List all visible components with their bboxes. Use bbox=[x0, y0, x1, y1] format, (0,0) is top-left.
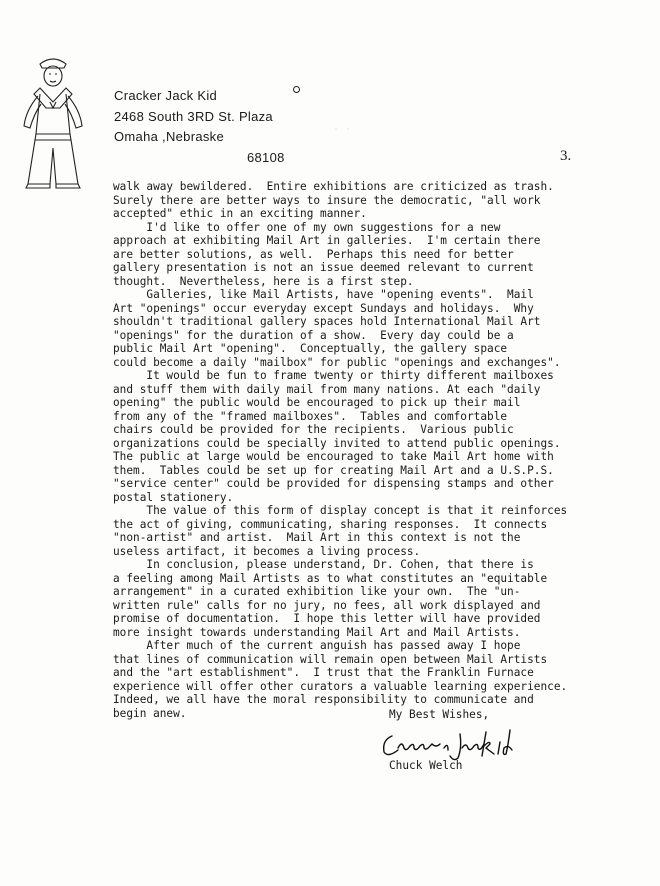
body-line: Art "openings" occur everyday except Sundays and holidays. Why bbox=[113, 301, 534, 315]
body-line: postal stationery. bbox=[113, 490, 234, 504]
body-line: "non-artist" and artist. Mail Art in this context is not the bbox=[113, 531, 521, 544]
body-line: from any of the "framed mailboxes". Tables and comfortable bbox=[113, 409, 508, 423]
body-line: accepted" ethic in an exciting manner. bbox=[113, 207, 367, 220]
body-line: and stuff them with daily mail from many nations. At each "daily bbox=[113, 382, 541, 396]
signer-name: Chuck Welch bbox=[389, 759, 463, 772]
page-number: 3. bbox=[560, 148, 572, 164]
letterhead-name: Cracker Jack Kid bbox=[114, 88, 218, 103]
closing: My Best Wishes, bbox=[389, 708, 490, 721]
letterhead-street: 2468 South 3RD St. Plaza bbox=[114, 108, 273, 124]
letter-body bbox=[113, 180, 633, 720]
body-line: Surely there are better ways to insure the democratic, "all work bbox=[113, 193, 541, 207]
body-line: opening" the public would be encouraged to pick up their mail bbox=[113, 396, 521, 409]
body-line: I'd like to offer one of my own suggestions for a new bbox=[113, 220, 501, 234]
body-line: It would be fun to frame twenty or thirty different mailboxes bbox=[113, 369, 554, 382]
body-line: more insight towards understanding Mail Art and Mail Artists. bbox=[113, 625, 521, 639]
body-line: useless artifact, it becomes a living process. bbox=[113, 544, 421, 558]
body-line: "openings" for the duration of a show. Every day could be a bbox=[113, 328, 514, 342]
body-line: The value of this form of display concept is that it reinforces bbox=[113, 504, 568, 517]
body-line: After much of the current anguish has passed away I hope bbox=[113, 639, 521, 652]
body-line: the act of giving, communicating, sharing responses. It connects bbox=[113, 517, 548, 531]
letterhead bbox=[114, 86, 285, 168]
body-line: public Mail Art "opening". Conceptually, the gallery space bbox=[113, 342, 508, 355]
body-line: are better solutions, as well. Perhaps this need for better bbox=[113, 247, 514, 261]
circle-mark-icon bbox=[293, 86, 300, 93]
body-line: them. Tables could be set up for creating Mail Art and a U.S.P.S. bbox=[113, 463, 554, 477]
body-line: Indeed, we all have the moral responsibility to communicate and bbox=[113, 693, 534, 706]
body-line: organizations could be specially invited to attend public openings. bbox=[113, 436, 561, 450]
body-line: The public at large would be encouraged to take Mail Art home with bbox=[113, 450, 554, 463]
body-line: and the "art establishment". I trust that the Franklin Furnace bbox=[113, 666, 534, 679]
body-line: shouldn't traditional gallery spaces hold International Mail Art bbox=[113, 315, 541, 328]
body-line: experience will offer other curators a valuable learning experience. bbox=[113, 679, 568, 693]
body-line: written rule" calls for no jury, no fees, all work displayed and bbox=[113, 598, 541, 612]
body-line: Galleries, like Mail Artists, have "opening events". Mail bbox=[113, 288, 534, 301]
body-line: approach at exhibiting Mail Art in galleries. I'm certain there bbox=[113, 234, 541, 247]
body-line: thought. Nevertheless, here is a first step. bbox=[113, 274, 414, 288]
body-line: walk away bewildered. Entire exhibitions are criticized as trash. bbox=[113, 180, 554, 193]
body-line: a feeling among Mail Artists as to what constitutes an "equitable bbox=[113, 571, 548, 585]
letterhead-zip: 68108 bbox=[247, 149, 285, 165]
body-line: arrangement" in a curated exhibition like your own. The "un- bbox=[113, 585, 521, 598]
body-line: begin anew. bbox=[113, 706, 187, 720]
body-line: promise of documentation. I hope this letter will have provided bbox=[113, 612, 541, 625]
body-line: gallery presentation is not an issue deemed relevant to current bbox=[113, 261, 534, 274]
body-line: "service center" could be provided for dispensing stamps and other bbox=[113, 477, 554, 490]
letterhead-city: Omaha ,Nebraske bbox=[114, 129, 224, 144]
body-line: chairs could be provided for the recipients. Various public bbox=[113, 423, 514, 436]
faded-mark: · · bbox=[333, 124, 352, 135]
sailor-illustration-icon bbox=[14, 50, 92, 190]
body-line: that lines of communication will remain open between Mail Artists bbox=[113, 652, 548, 666]
body-line: could become a daily "mailbox" for public "openings and exchanges". bbox=[113, 355, 561, 369]
body-line: In conclusion, please understand, Dr. Cohen, that there is bbox=[113, 558, 534, 571]
